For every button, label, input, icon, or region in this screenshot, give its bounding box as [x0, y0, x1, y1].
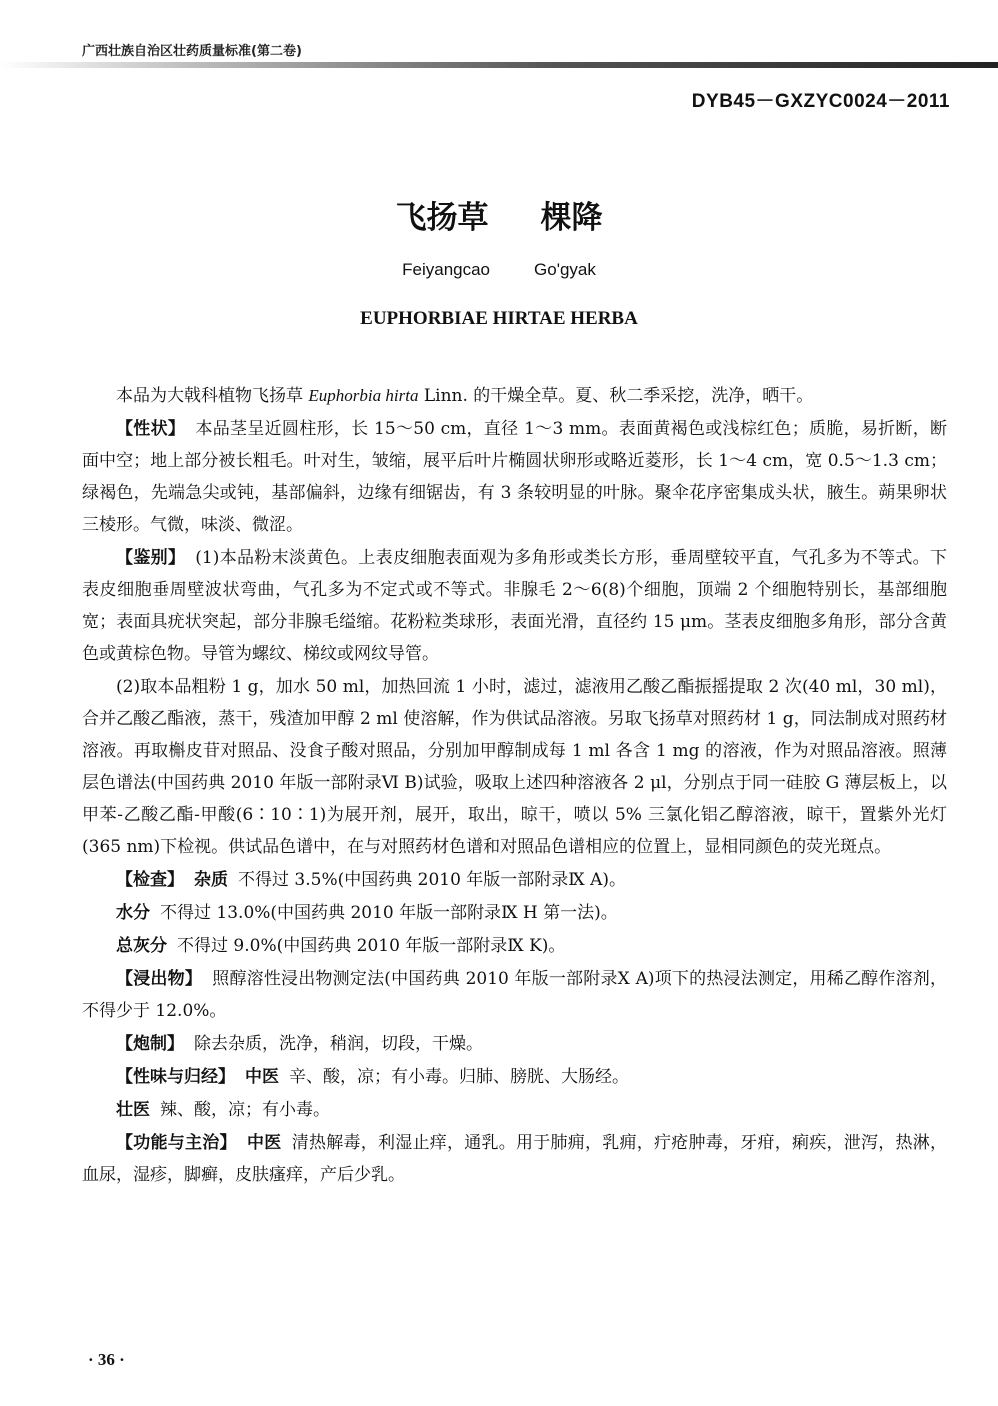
nature-tcm-label: 中医: [245, 1067, 279, 1087]
inspection-ash: [82, 930, 947, 962]
zhuang-name: 棵降: [540, 200, 603, 236]
description-heading: 【性状】: [116, 419, 186, 439]
inspection-heading: 【检查】: [116, 870, 184, 890]
identification-text-2: (2)取本品粗粉 1 g，加水 50 ml，加热回流 1 小时，滤过，滤液用乙酸乙酯振摇提取 2 次(40 ml，30 ml)，合并乙酸乙酯液，蒸干，残渣加甲醇 2 ml 使溶解，作为供试品溶液。另取飞扬草对照药材 1 g，同法制成对照药材溶液。再取槲皮苷对照品、没食子酸对照品，分别加甲醇制成每 1 ml 各含 1 mg 的溶液，作为对照品溶液。照薄层色谱法(中国药典 2010 年版一部附录Ⅵ B)试验，吸取上述四种溶液各 2 μl，分别点于同一硅胶 G 薄层板上，以甲苯-乙酸乙酯-甲酸(6∶10∶1)为展开剂，展开，取出，晾干，喷以 5% 三氯化铝乙醇溶液，晾干，置紫外光灯(365 nm)下检视。供试品色谱中，在与对照药材色谱和对照品色谱相应的位置上，显相同颜色的荧光斑点。: [82, 677, 947, 857]
identification-text-1: (1)本品粉末淡黄色。上表皮细胞表面观为多角形或类长方形，垂周壁较平直，气孔多为不等式。下表皮细胞垂周壁波状弯曲，气孔多为不定式或不等式。非腺毛 2～6(8)个细胞，顶端 2 个细胞特别长，基部细胞宽；表面具疣状突起，部分非腺毛缢缩。花粉粒类球形，表面光滑，直径约 15 μm。茎表皮细胞多角形，部分含黄色或黄棕色物。导管为螺纹、梯纹或网纹导管。: [82, 548, 947, 664]
species-name: Euphorbia hirta: [308, 386, 419, 405]
pinyin-line: [0, 260, 998, 280]
processing-text: 除去杂质，洗净，稍润，切段，干燥。: [194, 1034, 483, 1054]
pinyin-name: Feiyangcao: [402, 260, 491, 279]
latin-name: EUPHORBIAE HIRTAE HERBA: [360, 308, 638, 329]
page-number: · 36 ·: [88, 1350, 125, 1369]
ash-text: 不得过 9.0%(中国药典 2010 年版一部附录Ⅸ K)。: [177, 936, 566, 956]
processing-paragraph: [82, 1028, 947, 1060]
processing-heading: 【炮制】: [116, 1034, 184, 1054]
nature-heading: 【性味与归经】: [116, 1067, 235, 1087]
zhuang-pinyin-name: Go'gyak: [534, 260, 596, 279]
nature-zhuang-label: 壮医: [116, 1100, 150, 1120]
identification-paragraph-2: [82, 671, 947, 863]
header-rule: [0, 62, 998, 68]
ash-label: 总灰分: [116, 936, 167, 956]
identification-paragraph-1: [82, 542, 947, 670]
impurity-label: 杂质: [194, 870, 228, 890]
chinese-name: 飞扬草: [395, 200, 489, 236]
extractives-heading: 【浸出物】: [116, 969, 203, 989]
functions-paragraph: [82, 1127, 947, 1191]
impurity-text: 不得过 3.5%(中国药典 2010 年版一部附录Ⅸ A)。: [238, 870, 627, 890]
moisture-label: 水分: [116, 903, 150, 923]
description-text: 本品茎呈近圆柱形，长 15～50 cm，直径 1～3 mm。表面黄褐色或浅棕红色；质脆，易折断，断面中空；地上部分被长粗毛。叶对生，皱缩，展平后叶片椭圆状卵形或略近菱形，长 1～4 cm，宽 0.5～1.3 cm；绿褐色，先端急尖或钝，基部偏斜，边缘有细锯齿，有 3 条较明显的叶脉。聚伞花序密集成头状，腋生。蒴果卵状三棱形。气微，味淡、微涩。: [82, 419, 948, 535]
intro-text-before: 本品为大戟科植物飞扬草: [116, 386, 309, 406]
standard-code: DYB45－GXZYC0024－2011: [691, 91, 950, 112]
inspection-moisture: [82, 897, 947, 929]
identification-heading: 【鉴别】: [116, 548, 186, 568]
extractives-paragraph: [82, 963, 947, 1027]
extractives-text: 照醇溶性浸出物测定法(中国药典 2010 年版一部附录Ⅹ A)项下的热浸法测定，用稀乙醇作溶剂，不得少于 12.0%。: [82, 969, 947, 1021]
nature-zhuang-paragraph: [82, 1094, 947, 1126]
nature-tcm-paragraph: [82, 1061, 947, 1093]
intro-paragraph: [82, 380, 947, 412]
intro-text-after: Linn. 的干燥全草。夏、秋二季采挖，洗净，晒干。: [418, 386, 814, 406]
page-title: [0, 192, 998, 237]
moisture-text: 不得过 13.0%(中国药典 2010 年版一部附录Ⅸ H 第一法)。: [160, 903, 618, 923]
running-header: 广西壮族自治区壮药质量标准(第二卷): [82, 44, 302, 59]
monograph-body: [82, 380, 947, 1192]
functions-tcm-text: 清热解毒，利湿止痒，通乳。用于肺痈，乳痈，疔疮肿毒，牙疳，痢疾，泄泻，热淋，血尿，湿疹，脚癣，皮肤瘙痒，产后少乳。: [82, 1133, 947, 1185]
description-paragraph: [82, 413, 947, 541]
functions-heading: 【功能与主治】: [116, 1133, 237, 1153]
inspection-impurity: [82, 864, 947, 896]
nature-zhuang-text: 辣、酸，凉；有小毒。: [160, 1100, 330, 1120]
functions-tcm-label: 中医: [246, 1133, 282, 1153]
nature-tcm-text: 辛、酸，凉；有小毒。归肺、膀胱、大肠经。: [289, 1067, 629, 1087]
